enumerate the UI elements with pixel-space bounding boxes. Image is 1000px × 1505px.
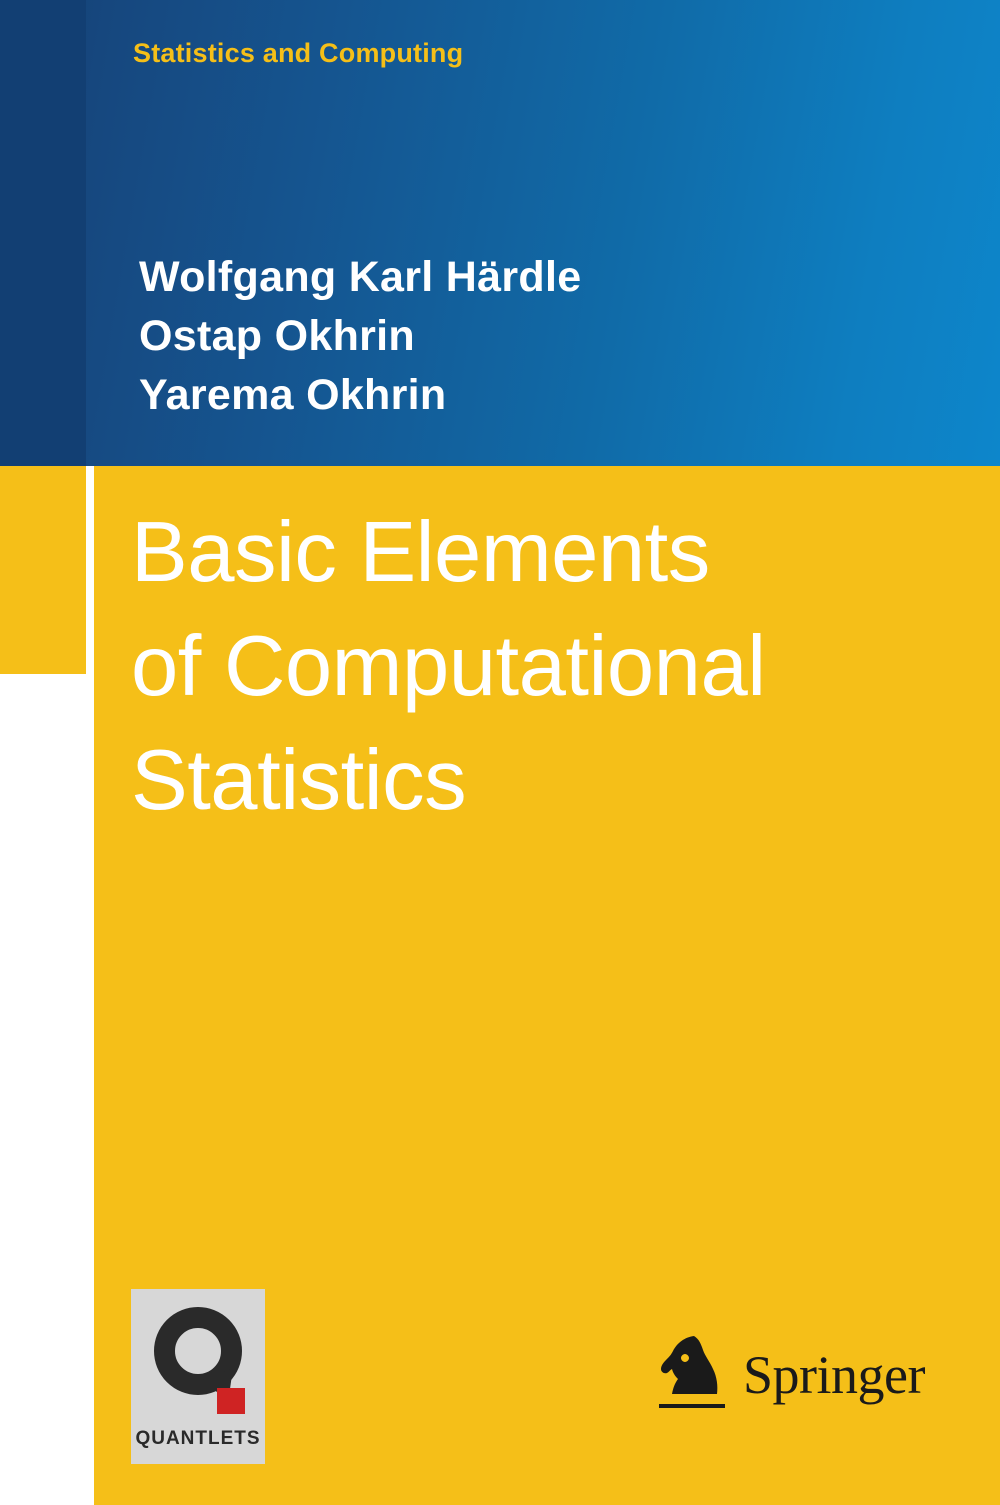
quantlet-red-square-icon: [217, 1388, 245, 1414]
author-name: Yarema Okhrin: [139, 371, 447, 419]
quantlets-label: QUANTLETS: [135, 1428, 261, 1449]
publisher-logo: [655, 1330, 925, 1420]
page-title: [131, 496, 921, 838]
cover-spine-strip: [0, 0, 86, 466]
cover-spine-gap: [86, 466, 94, 1505]
author-name: Ostap Okhrin: [139, 312, 415, 360]
series-title: Statistics and Computing: [133, 38, 464, 68]
publisher-name: Springer: [743, 1345, 925, 1405]
author-list: [139, 248, 581, 425]
springer-underline: [659, 1404, 725, 1408]
author-name: Wolfgang Karl Härdle: [139, 253, 582, 301]
title-line: Statistics: [131, 733, 467, 828]
title-line: Basic Elements: [131, 505, 710, 600]
cover-spine-white: [0, 674, 86, 1505]
title-line: of Computational: [131, 619, 766, 714]
quantlets-badge: [131, 1289, 265, 1464]
